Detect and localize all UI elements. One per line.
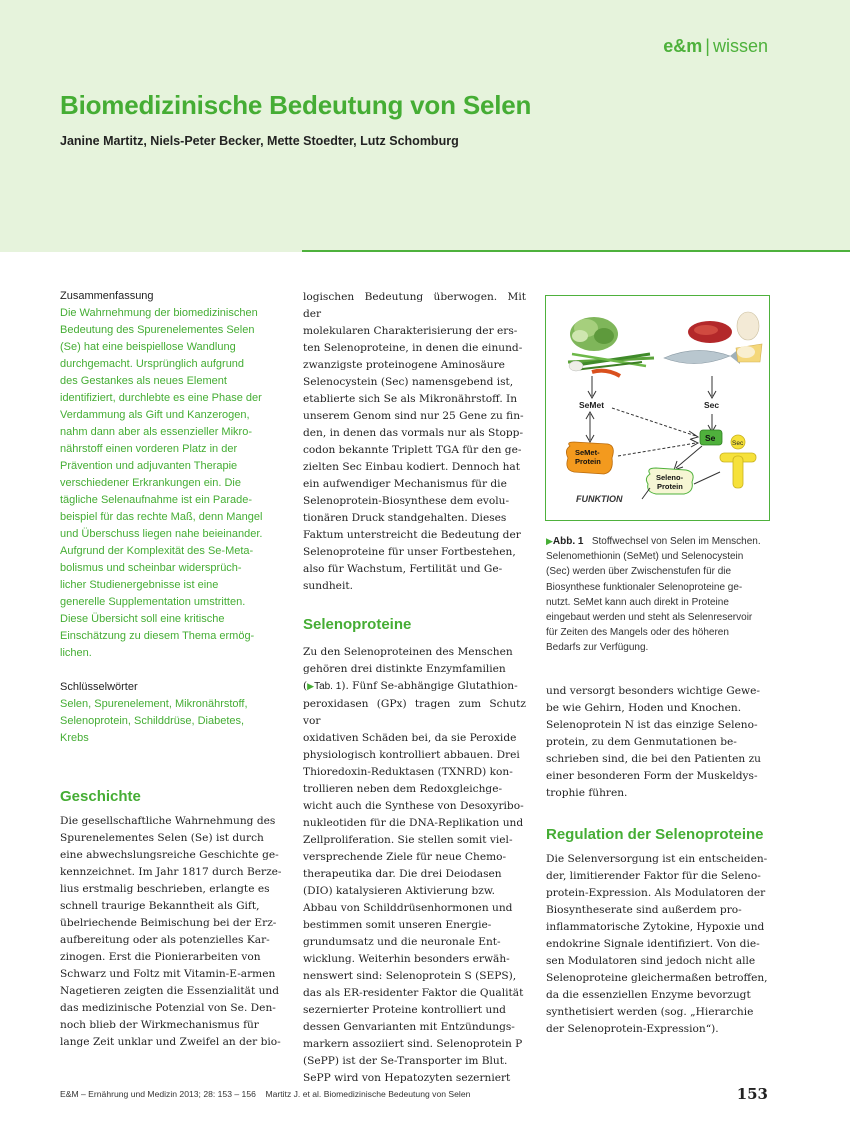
caption-label: Abb. 1 xyxy=(552,536,584,547)
abstract-line: generelle Supplementation umstritten. xyxy=(60,596,246,608)
caption-line: Bedarfs zur Verfügung. xyxy=(546,642,649,654)
selenium-metabolism-diagram xyxy=(546,296,769,520)
text-line: Selenoproteine gleichermaßen betroffen, xyxy=(546,972,768,984)
food-meat-fish-icon xyxy=(664,321,740,364)
keyword-line: Selenoprotein, Schilddrüse, Diabetes, xyxy=(60,715,245,727)
text-line: ein aufwendiger Mechanismus für die xyxy=(303,478,507,490)
text-line: der, limitierender Faktor für die Seleno- xyxy=(546,870,761,882)
abstract-line: identifiziert, durchlebte es eine Phase der xyxy=(60,392,262,404)
text-line: zielten Sec Einbau kodiert. Dennoch hat xyxy=(303,461,521,473)
text-line: be wie Gehirn, Hoden und Knochen. xyxy=(546,702,742,714)
text-line: sezernierter Proteine kontrolliert und xyxy=(303,1004,506,1016)
text-line: Selenoprotein-Biosynthese dem evolu- xyxy=(303,495,510,507)
text-line: da die essenziellen Enzyme bevorzugt xyxy=(546,989,751,1001)
text-line: gehören drei distinkte Enzymfamilien xyxy=(303,663,506,675)
footer-article: Martitz J. et al. Biomedizinische Bedeutung von Selen xyxy=(265,1089,471,1099)
sec-residue-icon xyxy=(720,435,756,488)
abstract-line: des Gestankes als neues Element xyxy=(60,375,227,387)
caption-line: nutzt. SeMet kann auch direkt in Proteine xyxy=(546,596,729,608)
footer-citation xyxy=(60,1089,470,1099)
abstract-line: durchgemacht. Ursprünglich aufgrund xyxy=(60,358,245,370)
text-line: also für Wachstum, Fertilität und Ge- xyxy=(303,563,503,575)
section-heading-regulation: Regulation der Selenoproteine xyxy=(546,826,764,843)
text-line: trophie führen. xyxy=(546,787,628,799)
text-line: oxidativen Schäden bei, da sie Peroxide xyxy=(303,732,517,744)
regulation-text xyxy=(546,851,769,1038)
text-line: Zu den Selenoproteinen des Menschen xyxy=(303,646,513,658)
caption-arrow-icon: ▶ xyxy=(546,536,553,546)
text-line: der Selenoprotein-Expression“). xyxy=(546,1023,719,1035)
abstract-line: Verdammung als Gift und Kanzerogen, xyxy=(60,409,250,421)
text-line: und versorgt besonders wichtige Gewe- xyxy=(546,685,760,697)
article-title: Biomedizinische Bedeutung von Selen xyxy=(60,90,532,120)
caption-line: Selenomethionin (SeMet) und Selenocystein xyxy=(546,551,744,563)
caption-line: (Sec) werden über Zwischenstufen für die xyxy=(546,566,732,578)
text-line: übelriechende Beimischung bei der Erz- xyxy=(60,917,277,929)
text-line: grundumsatz und die neuronale Ent- xyxy=(303,936,501,948)
abstract-heading: Zusammenfassung xyxy=(60,290,154,302)
selenoproteine-lines xyxy=(303,696,526,1087)
text-line: therapeutika dar. Die drei Deiodasen xyxy=(303,868,502,880)
abstract-line: und Überschuss liegen nahe beieinander. xyxy=(60,528,263,540)
abstract-line: bolismus und scheinbar widersprüch- xyxy=(60,562,242,574)
text-line: Spurenelementes Selen (Se) ist durch xyxy=(60,832,264,844)
abstract-line: licher Studienergebnisse ist eine xyxy=(60,579,219,591)
keywords-text xyxy=(60,696,282,747)
label-semet-protein-1: SeMet- xyxy=(575,448,600,457)
text-line: aufbereitung oder als potenzielles Kar- xyxy=(60,934,270,946)
caption-line: für Zeiten des Mangels oder des höheren xyxy=(546,627,729,639)
table-ref-link[interactable]: Tab. 1 xyxy=(314,681,342,692)
text-line: sundheit. xyxy=(303,580,353,592)
abstract-line: Die Wahrnehmung der biomedizinischen xyxy=(60,307,258,319)
abstract-line: Bedeutung des Spurenelementes Selen xyxy=(60,324,255,336)
brand-light: wissen xyxy=(712,36,768,56)
caption-first-text: Stoffwechsel von Selen im Menschen. xyxy=(591,536,761,547)
text-line: sen Modulatoren sind jedoch nicht alle xyxy=(546,955,756,967)
header-rule xyxy=(302,250,850,252)
keyword-line: Selen, Spurenelement, Mikronährstoff, xyxy=(60,698,248,710)
text-line: Biosyntheserate sind außerdem pro- xyxy=(546,904,742,916)
text-line: wicklung. Weiterhin besonders erwäh- xyxy=(303,953,510,965)
text-line: synthetisiert werden (sog. „Hierarchie xyxy=(546,1006,754,1018)
abstract-line: Diese Übersicht soll eine kritische xyxy=(60,613,225,625)
text-line: Schwarz und Foltz mit Vitamin-E-armen xyxy=(60,968,276,980)
text-line: unserem Genom sind nur 25 Gene zu fin- xyxy=(303,410,524,422)
abstract-line: lichen. xyxy=(60,647,92,659)
text-line: einer besonderen Form der Muskeldys- xyxy=(546,770,758,782)
text-line: Nagetieren zeigten die Essenzialität und xyxy=(60,985,280,997)
abstract-line: nährstoff einen vorderen Platz in der xyxy=(60,443,238,455)
text-line: dessen Genvarianten mit Entzündungs- xyxy=(303,1021,515,1033)
text-line: zinogen. Erst die Pionierarbeiten von xyxy=(60,951,261,963)
column-left xyxy=(60,288,282,1051)
geschichte-text xyxy=(60,813,282,1051)
label-funktion: FUNKTION xyxy=(576,494,623,504)
label-semet: SeMet xyxy=(579,400,605,410)
footer-journal: E&M – Ernährung und Medizin 2013; 28: 153 – 156 xyxy=(60,1089,256,1099)
caption-line: eingebaut werden und steht als Selenreservoir xyxy=(546,612,753,624)
abstract-line: verschiedener Erkrankungen ein. Die xyxy=(60,477,241,489)
label-seleno-protein-1: Seleno- xyxy=(656,473,684,482)
text-line xyxy=(303,678,526,696)
article-authors: Janine Martitz, Niels-Peter Becker, Mette Stoedter, Lutz Schomburg xyxy=(60,134,459,148)
brand-bold: e&m xyxy=(663,36,703,56)
text-line: lange Zeit unklar und Zweifel an der bio- xyxy=(60,1036,281,1048)
abstract-line: Aufgrund der Komplexität des Se-Meta- xyxy=(60,545,254,557)
page-number: 153 xyxy=(736,1085,768,1103)
text-line: schrieben sind, die bei den Patienten zu xyxy=(546,753,761,765)
food-vegetables-icon xyxy=(568,317,654,376)
text-line: Selenocystein (Sec) namensgebend ist, xyxy=(303,376,514,388)
text-line: inflammatorische Zytokine, Hypoxie und xyxy=(546,921,765,933)
label-seleno-protein-2: Protein xyxy=(657,482,683,491)
text-fragment: ). Fünf Se-abhängige Glutathion- xyxy=(341,680,518,692)
text-line: nukleotiden für die DNA-Replikation und xyxy=(303,817,524,829)
selenoproteine-text xyxy=(303,644,526,1087)
text-line: zwanzigste proteinogene Aminosäure xyxy=(303,359,505,371)
label-se: Se xyxy=(705,433,716,443)
table-ref-arrow-icon: ▶ xyxy=(307,682,315,692)
text-line: Selenoprotein N ist das einzige Seleno- xyxy=(546,719,758,731)
column-right-text xyxy=(546,683,769,1038)
text-line: Die gesellschaftliche Wahrnehmung des xyxy=(60,815,276,827)
column-middle xyxy=(303,289,526,1087)
abstract-line: tägliche Selenaufnahme ist ein Parade- xyxy=(60,494,253,506)
journal-brand xyxy=(663,36,768,57)
text-line: Abbau von Schilddrüsenhormonen und xyxy=(303,902,513,914)
text-line: lius erstmalig beschrieben, erlangte es xyxy=(60,883,270,895)
figure-caption xyxy=(546,534,769,656)
text-line: peroxidasen (GPx) tragen zum Schutz vor xyxy=(303,698,526,727)
selenoproteine-continued-text xyxy=(546,683,769,802)
brand-separator: | xyxy=(705,36,710,56)
text-line: tionären Druck standgehalten. Dieses xyxy=(303,512,507,524)
text-line: codon bekannte Triplett TGA für den ge- xyxy=(303,444,522,456)
text-line: Die Selenversorgung ist ein entscheiden- xyxy=(546,853,768,865)
text-line: das als ER-residenter Faktor die Qualität xyxy=(303,987,524,999)
food-egg-cheese-icon xyxy=(736,312,762,362)
keyword-line: Krebs xyxy=(60,732,89,744)
caption-lines xyxy=(546,549,769,655)
text-line: eine abwechslungsreiche Geschichte ge- xyxy=(60,849,279,861)
text-line: bestimmen somit unseren Energie- xyxy=(303,919,492,931)
label-sec: Sec xyxy=(704,400,720,410)
abstract-line: nahm dann aber als essenzieller Mikro- xyxy=(60,426,252,438)
abstract-line: Prävention und adjuvanten Therapie xyxy=(60,460,238,472)
text-line: wicht auch die Synthese von Desoxyribo- xyxy=(303,800,524,812)
figure-abb-1 xyxy=(545,295,770,521)
text-line: physiologisch kontrolliert abbauen. Drei xyxy=(303,749,520,761)
section-heading-geschichte: Geschichte xyxy=(60,788,141,805)
paren-open: ( xyxy=(303,680,308,692)
label-sec-small: Sec xyxy=(732,440,744,447)
caption-line: Biosynthese funktionaler Selenoproteine ge- xyxy=(546,581,743,593)
text-line: etablierte sich Se als Mikronährstoff. In xyxy=(303,393,518,405)
text-line: Thioredoxin-Reduktasen (TXNRD) kon- xyxy=(303,766,513,778)
section-heading-selenoproteine: Selenoproteine xyxy=(303,616,412,633)
text-line: markern assoziiert sind. Selenoprotein P xyxy=(303,1038,523,1050)
text-line: protein-Expression. Als Modulatoren der xyxy=(546,887,766,899)
text-line: molekularen Charakterisierung der ers- xyxy=(303,325,518,337)
text-line: (SePP) ist der Se-Transporter im Blut. xyxy=(303,1055,508,1067)
text-line: noch blieb der Wirkmechanismus für xyxy=(60,1019,259,1031)
text-line: protein, zu dem Genmutationen be- xyxy=(546,736,737,748)
abstract-line: Einschätzung zu diesem Thema ermög- xyxy=(60,630,255,642)
abstract-line: (Se) hat eine beispiellose Wandlung xyxy=(60,341,236,353)
label-semet-protein-2: Protein xyxy=(575,457,601,466)
text-line: versprechende Ziele für neue Chemo- xyxy=(303,851,507,863)
text-line: kennzeichnet. Im Jahr 1817 durch Berze- xyxy=(60,866,282,878)
text-line: (DIO) katalysieren Aktivierung bzw. xyxy=(303,885,496,897)
abstract-text xyxy=(60,305,282,662)
text-line: schnell traurige Bekanntheit als Gift, xyxy=(60,900,260,912)
text-line: das medizinische Potenzial von Se. Den- xyxy=(60,1002,276,1014)
text-line: nenswert sind: Selenoprotein S (SEPS), xyxy=(303,970,517,982)
intro-continued-text xyxy=(303,289,526,595)
text-line: SePP wird von Hepatozyten sezerniert xyxy=(303,1072,511,1084)
text-line: den, in denen das vormals nur als Stopp- xyxy=(303,427,524,439)
text-line: Zellproliferation. Sie stellen somit viel- xyxy=(303,834,513,846)
keywords-heading: Schlüsselwörter xyxy=(60,681,138,693)
text-line: ten Selenoproteine, in denen die einund- xyxy=(303,342,523,354)
text-line: Selenoproteine für unser Fortbestehen, xyxy=(303,546,516,558)
text-line: Faktum unterstreicht die Bedeutung der xyxy=(303,529,521,541)
text-line: endokrine Signale identifiziert. Von die- xyxy=(546,938,760,950)
caption-first-line xyxy=(546,534,769,549)
text-line: trollieren neben dem Redoxgleichge- xyxy=(303,783,503,795)
text-line: logischen Bedeutung überwogen. Mit der xyxy=(303,291,526,320)
abstract-line: beispiel für das rechte Maß, denn Mangel xyxy=(60,511,263,523)
